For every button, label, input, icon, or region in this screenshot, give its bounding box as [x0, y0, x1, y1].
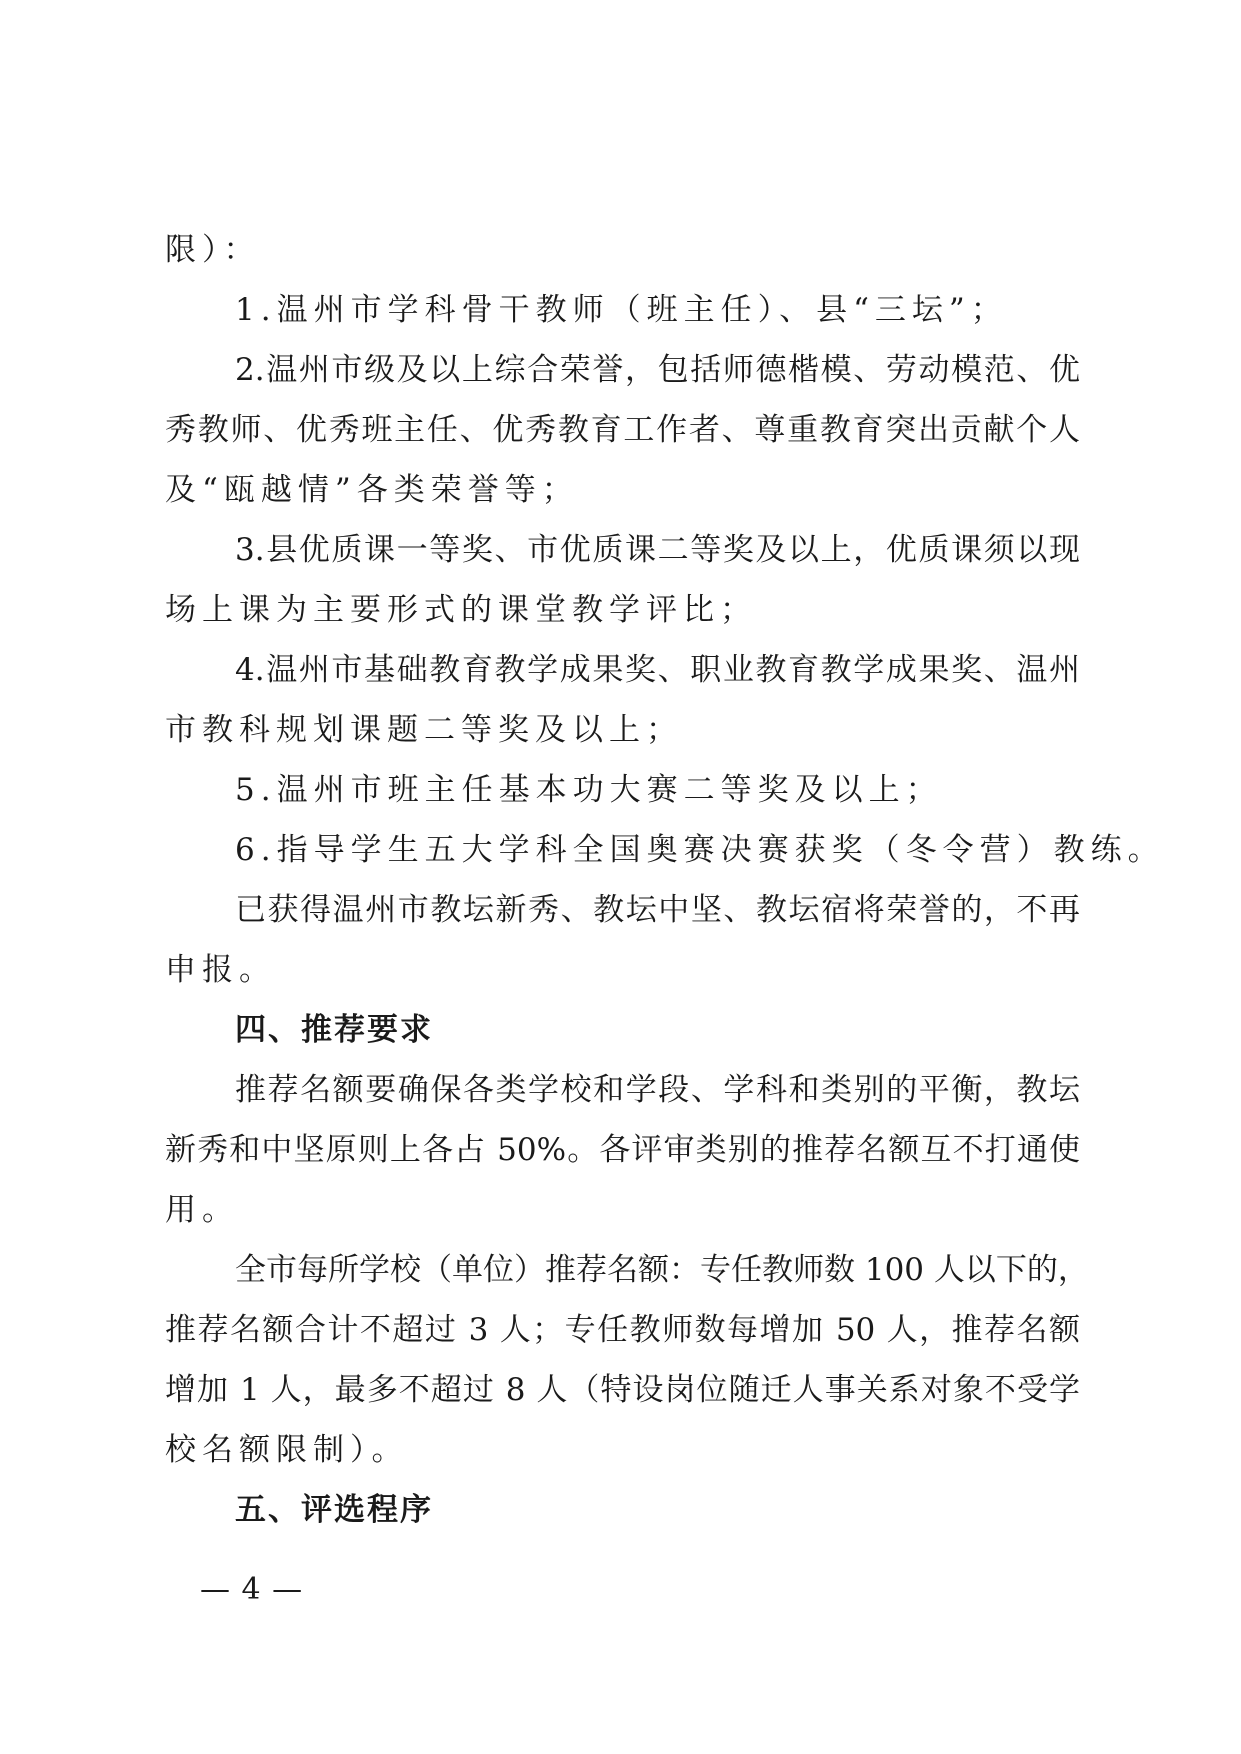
note-paragraph-line-1: 已获得温州市教坛新秀、教坛中坚、教坛宿将荣誉的，不再: [235, 892, 1080, 928]
section-heading-4: 四、推荐要求: [235, 1012, 433, 1048]
list-item-5: 5.温州市班主任基本功大赛二等奖及以上；: [235, 772, 943, 808]
list-item-1: 1.温州市学科骨干教师（班主任）、县“三坛”；: [235, 292, 1008, 328]
requirement-paragraph-2-line-2: 推荐名额合计不超过 3 人；专任教师数每增加 50 人，推荐名额: [165, 1312, 1080, 1348]
list-item-2-line-2: 秀教师、优秀班主任、优秀教育工作者、尊重教育突出贡献个人: [165, 412, 1080, 448]
requirement-paragraph-1-line-2: 新秀和中坚原则上各占 50%。各评审类别的推荐名额互不打通使: [165, 1132, 1080, 1168]
requirement-paragraph-2-line-3: 增加 1 人，最多不超过 8 人（特设岗位随迁人事关系对象不受学: [165, 1372, 1080, 1408]
requirement-paragraph-2-line-1: 全市每所学校（单位）推荐名额：专任教师数 100 人以下的，: [235, 1252, 1089, 1288]
paragraph-line-1: 限）：: [165, 232, 261, 268]
note-paragraph-line-2: 申报。: [165, 952, 276, 988]
list-item-6: 6.指导学生五大学科全国奥赛决赛获奖（冬令营）教练。: [235, 832, 1165, 868]
list-item-2-line-1: 2.温州市级及以上综合荣誉，包括师德楷模、劳动模范、优: [235, 352, 1080, 388]
list-item-3-line-2: 场上课为主要形式的课堂教学评比；: [165, 592, 757, 628]
document-body: [165, 220, 1165, 1540]
list-item-4-line-2: 市教科规划课题二等奖及以上；: [165, 712, 683, 748]
section-heading-5: 五、评选程序: [235, 1492, 433, 1528]
page-number: — 4 —: [200, 1572, 304, 1607]
list-item-4-line-1: 4.温州市基础教育教学成果奖、职业教育教学成果奖、温州: [235, 652, 1080, 688]
requirement-paragraph-1-line-3: 用。: [165, 1192, 239, 1228]
requirement-paragraph-1-line-1: 推荐名额要确保各类学校和学段、学科和类别的平衡，教坛: [235, 1072, 1080, 1108]
list-item-2-line-3: 及“瓯越情”各类荣誉等；: [165, 472, 579, 508]
requirement-paragraph-2-line-4: 校名额限制）。: [165, 1432, 409, 1468]
list-item-3-line-1: 3.县优质课一等奖、市优质课二等奖及以上，优质课须以现: [235, 532, 1080, 568]
